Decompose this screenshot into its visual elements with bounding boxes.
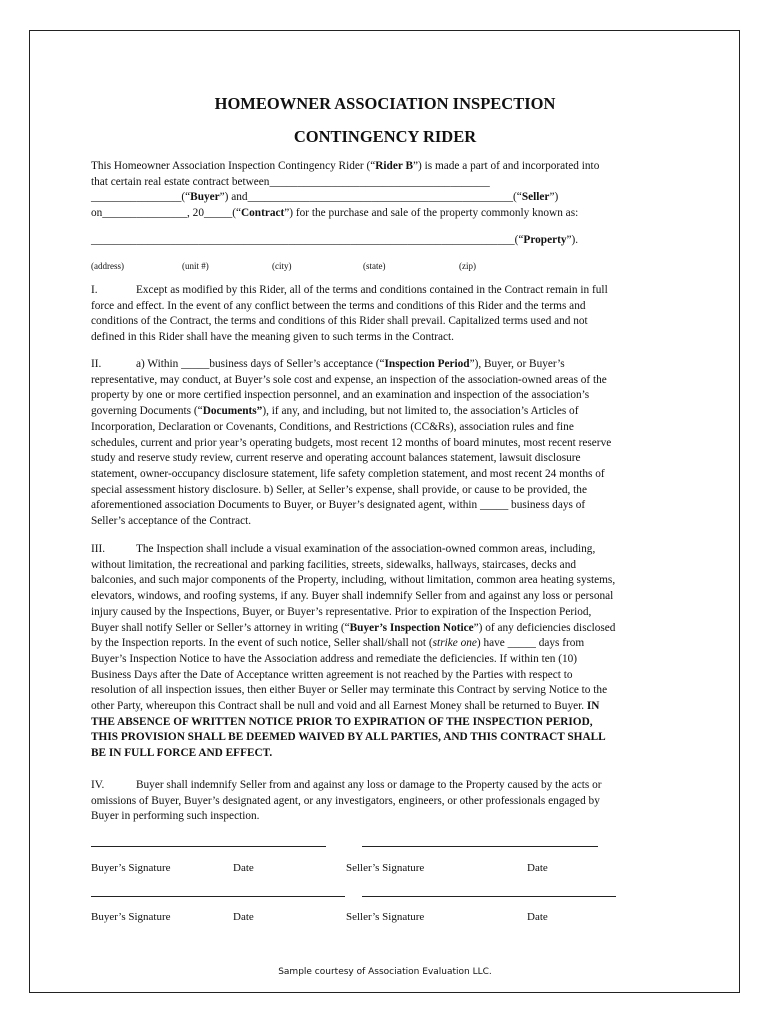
city-label: (city) [272, 261, 292, 271]
section-1: I. Except as modified by this Rider, all of the terms and conditions contained in the Contract remain in full force and effect. In the event of any conflict between the terms and conditions of this Rider and the terms and conditions of the Contract, the terms and conditions of this Rider shall prevail. Capitalized terms used and not defined in this Rider shall have the meaning given to such terms in the Contract. [91, 284, 608, 344]
seller-date-label: Date [527, 911, 548, 923]
intro-paragraph: This Homeowner Association Inspection Contingency Rider (“Rider B”) is made a part of and incorporated into that certain real estate contract between_______________________________________ ________________(“Buyer”) and_______________________________________________(“Seller”) on_______________, 20_____(“Contract”) for the purchase and sale of the property commonly known as: [91, 160, 600, 220]
buyer-signature-line[interactable] [91, 896, 345, 897]
section-number: I. [91, 284, 98, 296]
buyer-signature-label: Buyer’s Signature [91, 911, 171, 923]
section-number: II. [91, 358, 102, 370]
document-title-line2: CONTINGENCY RIDER [293, 127, 477, 146]
buyer-signature-label: Buyer’s Signature [91, 862, 171, 874]
zip-label: (zip) [459, 261, 476, 271]
section-4: IV. Buyer shall indemnify Seller from and against any loss or damage to the Property caused by the acts or omissions of Buyer, Buyer’s designated agent, or any investigators, engineers, or other professionals engaged by Buyer in performing such inspection. [91, 779, 602, 823]
buyer-date-label: Date [233, 911, 254, 923]
section-number: III. [91, 543, 106, 555]
footer-credit: Sample courtesy of Association Evaluation LLC. [278, 967, 492, 977]
state-label: (state) [363, 261, 386, 271]
section-3: III. The Inspection shall include a visual examination of the association-owned common areas, including, without limitation, the recreational and parking facilities, streets, sidewalks, hallways, staircases, decks and balconies, and such major components of the Property, including, without limitation, common area heating systems, elevators, windows, and roofing systems, if any. Buyer shall indemnify Seller from and against any loss or personal injury caused by the Inspections, Buyer, or Buyer’s representative. Prior to expiration of the Inspection Period, Buyer shall notify Seller or Seller’s attorney in writing (“Buyer’s Inspection Notice”) of any deficiencies disclosed by the Inspection reports. In the event of such notice, Seller shall/shall not (strike one) have _____ days from Buyer’s Inspection Notice to have the Association address and remediate the deficiencies. If within ten (10) Business Days after the Date of Acceptance written agreement is not reached by the Parties with respect to resolution of all inspection issues, then either Buyer or Seller may terminate this Contract by serving Notice to the other Party, whereupon this Contract shall be null and void and all Earnest Money shall be returned to Buyer. IN THE ABSENCE OF WRITTEN NOTICE PRIOR TO EXPIRATION OF THE INSPECTION PERIOD, THIS PROVISION SHALL BE DEEMED WAIVED BY ALL PARTIES, AND THIS CONTRACT SHALL BE IN FULL FORCE AND EFFECT. [91, 543, 616, 760]
seller-signature-label: Seller’s Signature [346, 862, 425, 874]
address-label: (address) [91, 261, 124, 271]
buyer-signature-line[interactable] [91, 846, 326, 847]
property-line: ___________________________________________________________________________(“Property”). [91, 234, 579, 246]
section-2: II. a) Within _____business days of Seller’s acceptance (“Inspection Period”), Buyer, or Buyer’s representative, may conduct, at Buyer’s sole cost and expense, an inspection of the association-owned areas of the property by one or more certified inspection personnel, and an examination and inspection of the association’s governing Documents (“Documents”), if any, and including, but not limited to, the association’s Articles of Incorporation, Declaration or Covenants, Conditions, and Restrictions (CC&Rs), association rules and fine schedules, current and prior year’s operating budgets, most recent 12 months of board minutes, most recent reserve study and reserve study review, current reserve and operating account balances statement, lawsuit disclosure statement, owner-occupancy disclosure statement, life safety completion statement, and most recent 24 months of special assessment history disclosure. b) Seller, at Seller’s expense, shall provide, or cause to be provided, the aforementioned association Documents to Buyer, or Buyer’s designated agent, within _____ business days of Seller’s acceptance of the Contract. [91, 358, 612, 528]
seller-date-label: Date [527, 862, 548, 874]
buyer-date-label: Date [233, 862, 254, 874]
unit-label: (unit #) [182, 261, 209, 271]
section-number: IV. [91, 779, 105, 791]
seller-signature-line[interactable] [362, 896, 616, 897]
document-title-line1: HOMEOWNER ASSOCIATION INSPECTION [214, 94, 556, 113]
seller-signature-line[interactable] [362, 846, 598, 847]
seller-signature-label: Seller’s Signature [346, 911, 425, 923]
